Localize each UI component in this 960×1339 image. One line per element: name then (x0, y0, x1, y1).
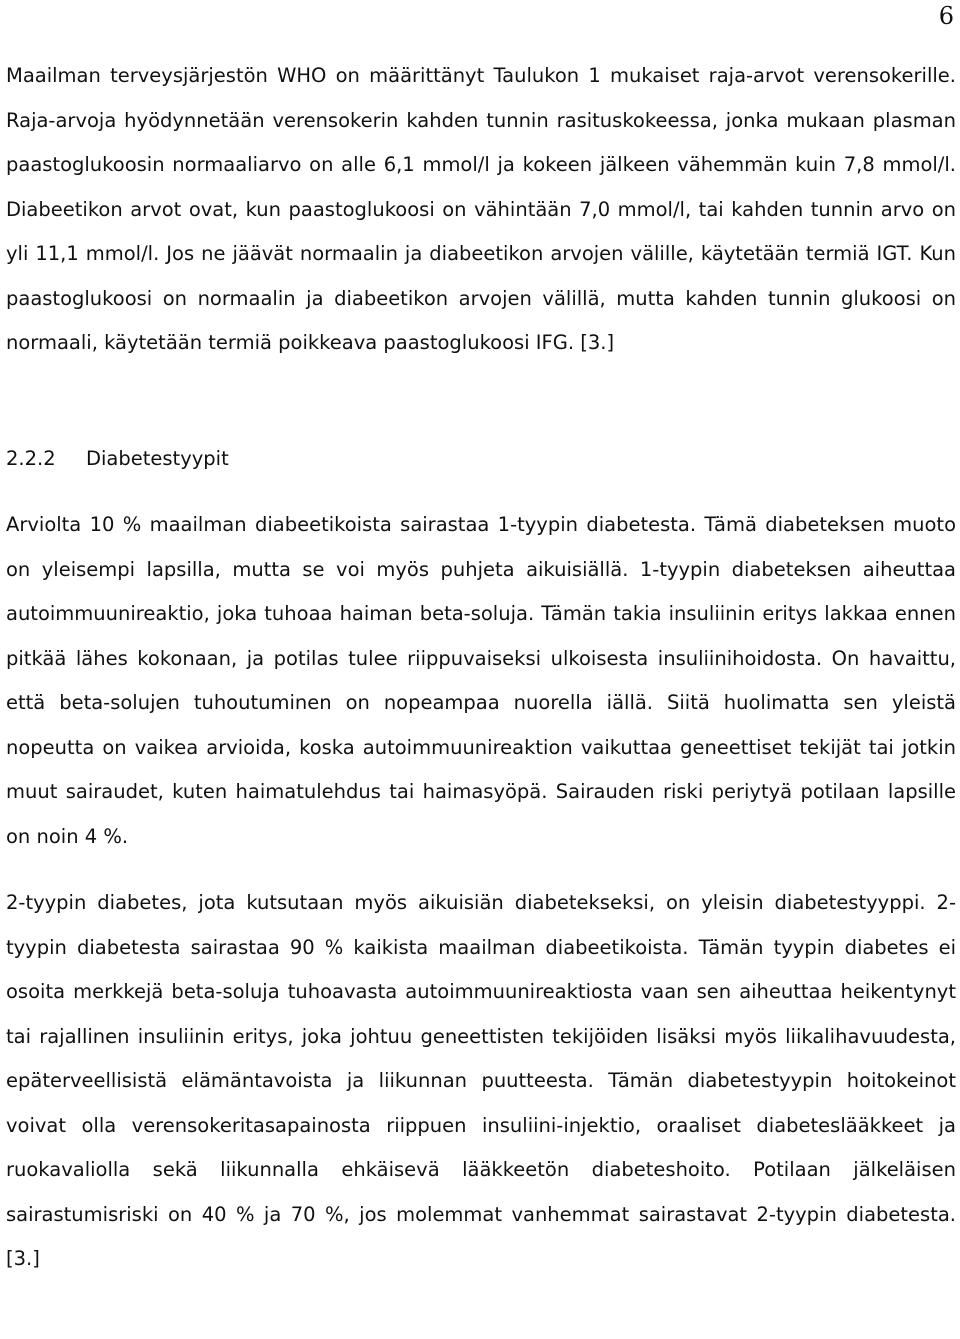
document-body (6, 54, 956, 1282)
page-number: 6 (938, 2, 954, 30)
section-number: 2.2.2 (6, 446, 56, 470)
paragraph-who-reference-values: Maailman terveysjärjestön WHO on määrittänyt Taulukon 1 mukaiset raja-arvot verensokerille. Raja-arvoja hyödynnetään verensokerin kahden tunnin rasituskokeessa, jonka mukaan plasman paastoglukoosin normaaliarvo on alle 6,1 mmol/l ja kokeen jälkeen vähemmän kuin 7,8 mmol/l. Diabeetikon arvot ovat, kun paastoglukoosi on vähintään 7,0 mmol/l, tai kahden tunnin arvo on yli 11,1 mmol/l. Jos ne jäävät normaalin ja diabeetikon arvojen välille, käytetään termiä IGT. Kun paastoglukoosi on normaalin ja diabeetikon arvojen välillä, mutta kahden tunnin glukoosi on normaali, käytetään termiä poikkeava paastoglukoosi IFG. [3.] (6, 64, 956, 354)
section-title: Diabetestyypit (86, 446, 229, 470)
section-heading (6, 437, 956, 482)
paragraph-type1-diabetes: Arviolta 10 % maailman diabeetikoista sairastaa 1-tyypin diabetesta. Tämä diabeteksen muoto on yleisempi lapsilla, mutta se voi myös puhjeta aikuisiällä. 1-tyypin diabeteksen aiheuttaa autoimmuunireaktio, joka tuhoaa haiman beta-soluja. Tämän takia insuliinin eritys lakkaa ennen pitkää lähes kokonaan, ja potilas tulee riippuvaiseksi ulkoisesta insuliinihoidosta. On havaittu, että beta-solujen tuhoutuminen on nopeampaa nuorella iällä. Siitä huolimatta sen yleistä nopeutta on vaikea arvioida, koska autoimmuunireaktion vaikuttaa geneettiset tekijät tai jotkin muut sairaudet, kuten haimatulehdus tai haimasyöpä. Sairauden riski periytyä potilaan lapsille on noin 4 %. (6, 513, 956, 848)
paragraph-type2-diabetes: 2-tyypin diabetes, jota kutsutaan myös aikuisiän diabetekseksi, on yleisin diabetestyyppi. 2-tyypin diabetesta sairastaa 90 % kaikista maailman diabeetikoista. Tämän tyypin diabetes ei osoita merkkejä beta-soluja tuhoavasta autoimmuunireaktiosta vaan sen aiheuttaa heikentynyt tai rajallinen insuliinin eritys, joka johtuu geneettisten tekijöiden lisäksi myös liikalihavuudesta, epäterveellisistä elämäntavoista ja liikunnan puutteesta. Tämän diabetestyypin hoitokeinot voivat olla verensokeritasapainosta riippuen insuliini-injektio, oraaliset diabeteslääkkeet ja ruokavaliolla sekä liikunnalla ehkäisevä lääkkeetön diabeteshoito. Potilaan jälkeläisen sairastumisriski on 40 % ja 70 %, jos molemmat vanhemmat sairastavat 2-tyypin diabetesta. [3.] (6, 891, 956, 1270)
